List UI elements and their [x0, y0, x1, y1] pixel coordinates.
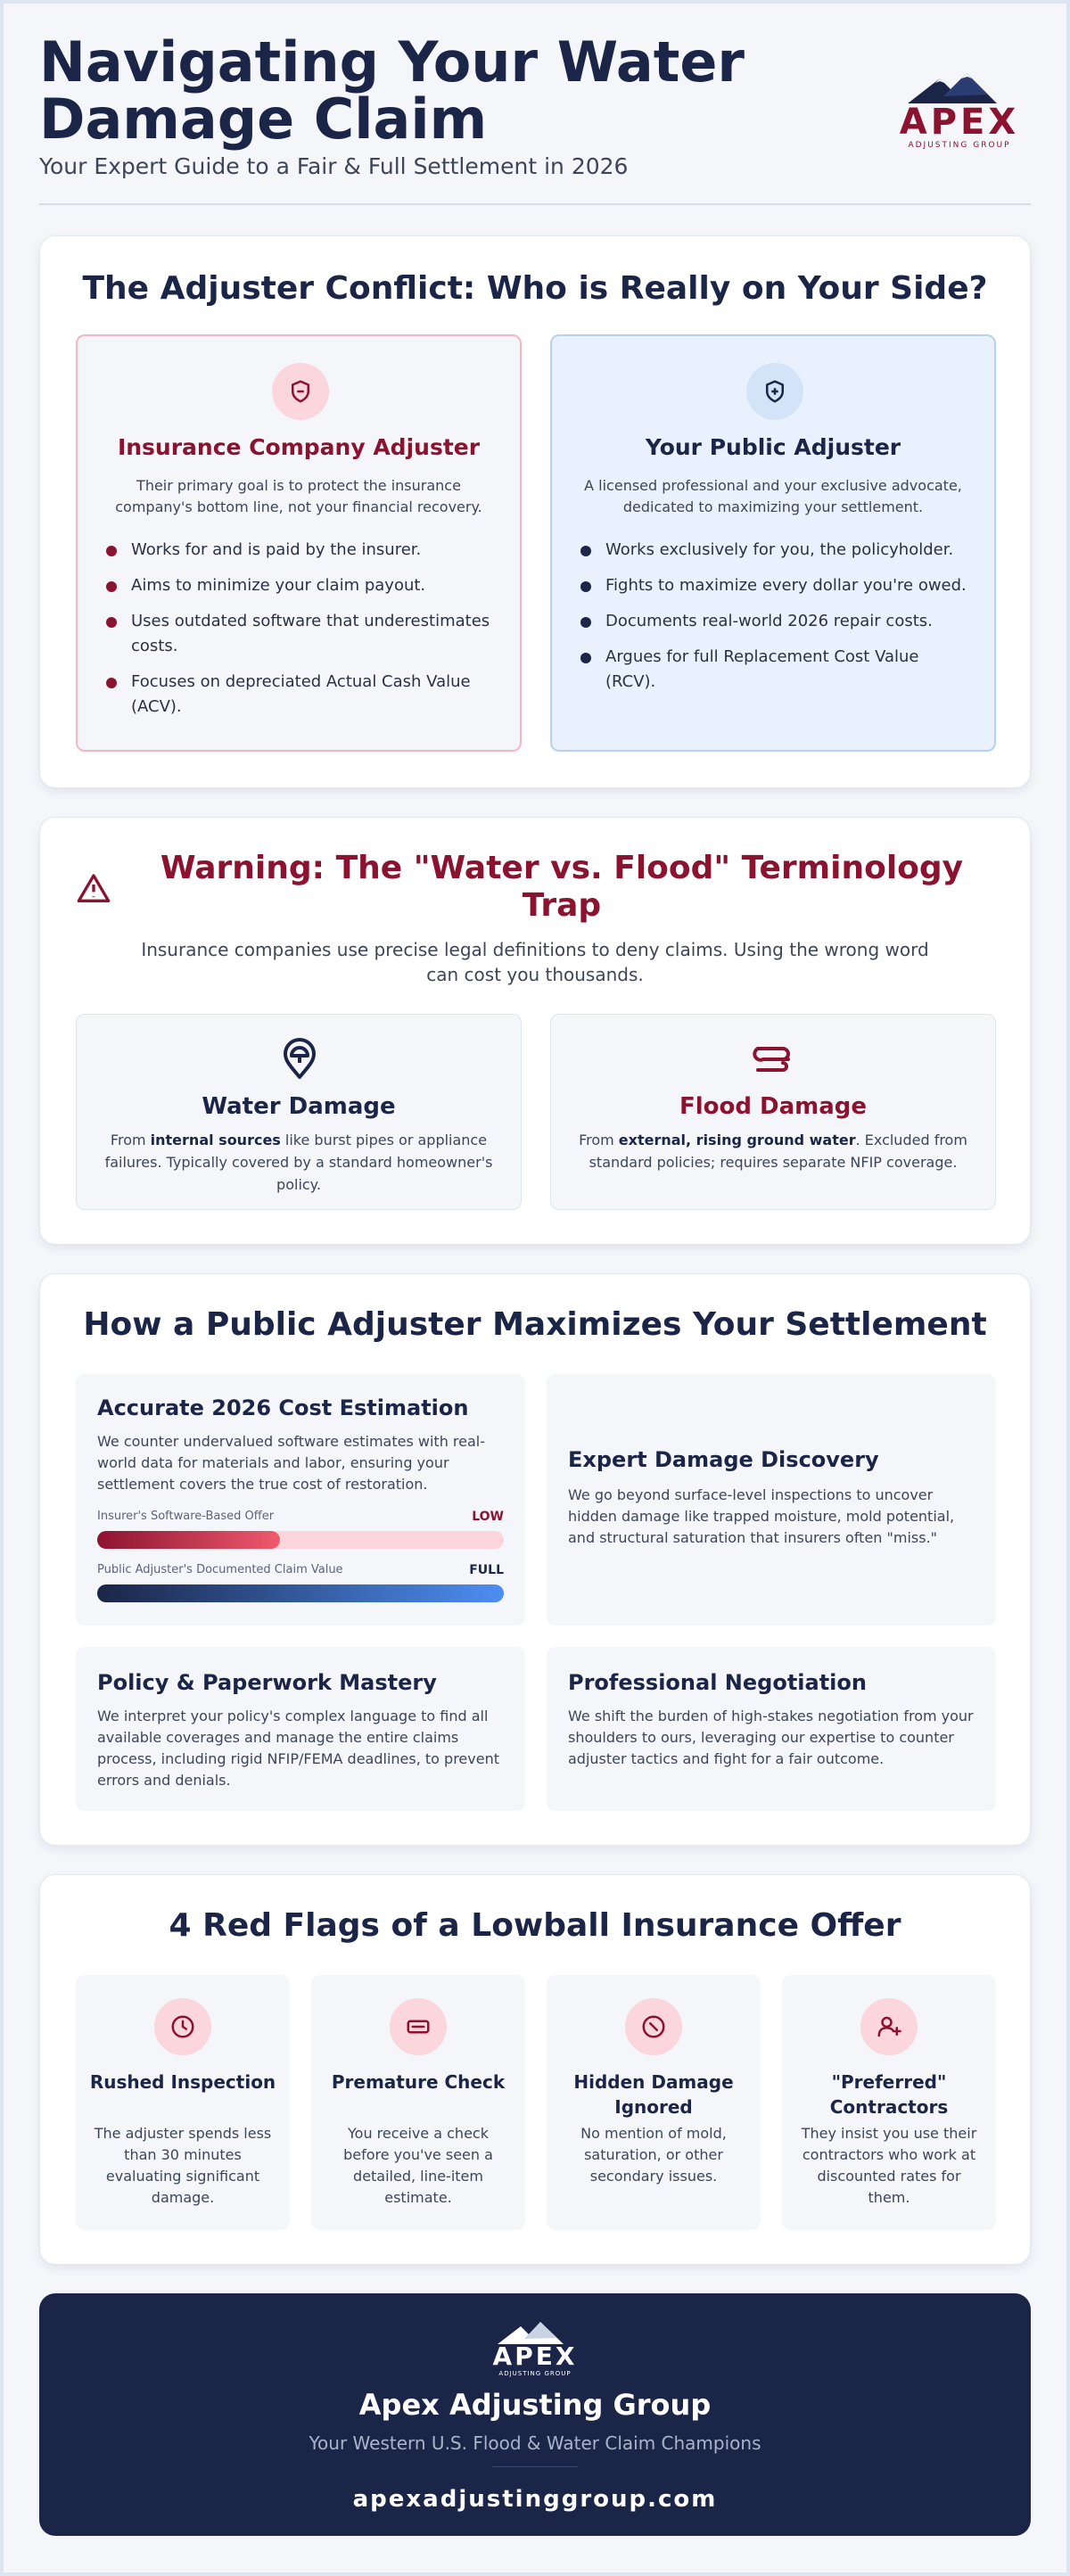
bullet-icon	[106, 678, 117, 688]
feature-damage-discovery	[547, 1374, 996, 1625]
warning-description: Insurance companies use precise legal definitions to deny claims. Using the wrong word can cost you thousands.	[141, 939, 929, 985]
feature-heading: Policy & Paperwork Mastery	[97, 1670, 437, 1695]
list-item-text: Documents real-world 2026 repair costs.	[605, 612, 933, 630]
list-item-text: Uses outdated software that underestimates costs.	[131, 612, 490, 655]
list-item-text: Aims to minimize your claim payout.	[131, 576, 426, 595]
red-flag-heading: "Preferred" Contractors	[829, 2071, 949, 2118]
insurance-adjuster-description: Their primary goal is to protect the insurance company's bottom line, not your financial recovery.	[115, 477, 482, 515]
umbrella-pin-icon	[278, 1038, 321, 1081]
feature-text: We go beyond surface-level inspections to uncover hidden damage like trapped moisture, mold potential, and structural saturation that insurers often "miss."	[568, 1486, 955, 1546]
compass-icon	[625, 1998, 682, 2055]
offer-bar	[97, 1510, 504, 1523]
list-item	[104, 609, 493, 659]
page-title: Navigating Your Water Damage Claim	[39, 29, 745, 152]
bullet-icon	[106, 581, 117, 592]
water-damage-text: From internal sources like burst pipes or appliance failures. Typically covered by a standard homeowner's policy.	[104, 1132, 493, 1193]
feature-text: We counter undervalued software estimates with real-world data for materials and labor, ensuring your settlement covers the true cost of restoration.	[97, 1433, 486, 1493]
water-damage-heading: Water Damage	[202, 1093, 396, 1120]
clock-icon	[154, 1998, 211, 2055]
list-item-text: Works exclusively for you, the policyholder.	[605, 540, 954, 559]
logo-wordmark: APEX	[899, 102, 1020, 143]
warning-icon	[76, 871, 111, 907]
mountain-icon	[888, 70, 1031, 105]
divider	[492, 2466, 578, 2467]
feature-text: We shift the burden of high-stakes negotiation from your shoulders to ours, leveraging our expertise to counter adjuster tactics and fight for a fair outcome.	[568, 1708, 974, 1767]
public-adjuster-description: A licensed professional and your exclusive advocate, dedicated to maximizing your settlement.	[584, 477, 962, 515]
page	[39, 0, 1031, 2513]
red-flag-heading: Premature Check	[331, 2071, 506, 2093]
feature-negotiation	[547, 1647, 996, 1811]
red-flag-text: They insist you use their contractors who work at discounted rates for them.	[801, 2125, 977, 2206]
bar-track	[97, 1584, 504, 1602]
list-item	[579, 645, 967, 695]
list-item-text: Works for and is paid by the insurer.	[131, 540, 422, 559]
flood-damage-heading: Flood Damage	[679, 1093, 868, 1120]
red-flag-text: No mention of mold, saturation, or other secondary issues.	[580, 2125, 727, 2185]
red-flag-heading: Rushed Inspection	[89, 2071, 276, 2093]
section-title: How a Public Adjuster Maximizes Your Settlement	[83, 1306, 987, 1343]
insurance-adjuster-heading: Insurance Company Adjuster	[117, 434, 481, 460]
feature-policy-mastery	[76, 1647, 525, 1811]
user-plus-icon	[860, 1998, 918, 2055]
red-flag-card	[76, 1975, 290, 2230]
public-adjuster-points	[579, 538, 967, 705]
bullet-icon	[580, 617, 591, 628]
red-flag-card	[547, 1975, 761, 2230]
red-flag-card	[782, 1975, 996, 2230]
maximize-settlement-section	[39, 1273, 1031, 1846]
apex-logo	[482, 2320, 588, 2377]
bullet-icon	[580, 653, 591, 663]
logo-tagline: ADJUSTING GROUP	[498, 2370, 572, 2377]
apex-logo	[888, 70, 1031, 150]
insurance-adjuster-points	[104, 538, 493, 730]
bar-track	[97, 1531, 504, 1549]
page-subtitle: Your Expert Guide to a Fair & Full Settlement in 2026	[39, 153, 629, 179]
section-title: The Adjuster Conflict: Who is Really on Your Side?	[82, 270, 988, 307]
claim-bar	[97, 1563, 504, 1576]
warning-title: Warning: The "Water vs. Flood" Terminology Trap	[160, 850, 964, 924]
list-item-text: Focuses on depreciated Actual Cash Value (ACV).	[131, 672, 471, 716]
feature-heading: Professional Negotiation	[568, 1670, 867, 1695]
money-icon	[390, 1998, 447, 2055]
list-item	[579, 609, 967, 634]
insurance-adjuster-card	[76, 334, 522, 752]
logo-tagline: ADJUSTING GROUP	[908, 141, 1011, 150]
bullet-icon	[106, 617, 117, 628]
feature-text: We interpret your policy's complex language to find all available coverages and manage the entire claims process, including rigid NFIP/FEMA deadlines, to prevent errors and denials.	[97, 1708, 499, 1789]
list-item	[104, 573, 493, 598]
flood-damage-card	[550, 1014, 996, 1210]
red-flag-card	[311, 1975, 525, 2230]
shield-icon	[272, 363, 329, 420]
feature-cost-estimation	[76, 1374, 525, 1625]
bullet-icon	[106, 546, 117, 556]
public-adjuster-card	[550, 334, 996, 752]
public-adjuster-heading: Your Public Adjuster	[645, 434, 901, 460]
logo-wordmark: APEX	[492, 2341, 578, 2371]
bullet-icon	[580, 546, 591, 556]
bar-value-label: FULL	[469, 1563, 504, 1577]
terminology-warning-section	[39, 817, 1031, 1245]
bar-label: Insurer's Software-Based Offer	[97, 1510, 275, 1523]
bar-value-label: LOW	[472, 1510, 504, 1524]
page-footer	[39, 2293, 1031, 2536]
website-link[interactable]: apexadjustinggroup.com	[352, 2486, 718, 2513]
shield-plus-icon	[746, 363, 803, 420]
list-item	[579, 538, 967, 563]
adjuster-conflict-section	[39, 235, 1031, 788]
list-item	[579, 573, 967, 598]
red-flag-text: The adjuster spends less than 30 minutes evaluating significant damage.	[94, 2125, 272, 2206]
bar-label: Public Adjuster's Documented Claim Value	[97, 1563, 343, 1576]
water-damage-card	[76, 1014, 522, 1210]
list-item-text: Fights to maximize every dollar you're owed.	[605, 576, 967, 595]
red-flag-text: You receive a check before you've seen a detailed, line-item estimate.	[343, 2125, 493, 2206]
list-item-text: Argues for full Replacement Cost Value (RCV).	[605, 647, 919, 691]
list-item	[104, 538, 493, 563]
bullet-icon	[580, 581, 591, 592]
company-name: Apex Adjusting Group	[358, 2388, 712, 2422]
feature-heading: Expert Damage Discovery	[568, 1447, 879, 1472]
bar-fill	[97, 1584, 504, 1602]
bar-fill	[97, 1531, 280, 1549]
list-item	[104, 670, 493, 720]
page-header	[39, 0, 1031, 205]
feature-heading: Accurate 2026 Cost Estimation	[97, 1395, 469, 1420]
flood-damage-text: From external, rising ground water. Excluded from standard policies; requires separate NFIP coverage.	[579, 1132, 967, 1171]
red-flags-section	[39, 1874, 1031, 2265]
red-flag-heading: Hidden Damage Ignored	[573, 2071, 734, 2118]
company-tagline: Your Western U.S. Flood & Water Claim Champions	[309, 2432, 761, 2454]
waves-icon	[753, 1038, 795, 1081]
section-title: 4 Red Flags of a Lowball Insurance Offer	[169, 1907, 901, 1944]
